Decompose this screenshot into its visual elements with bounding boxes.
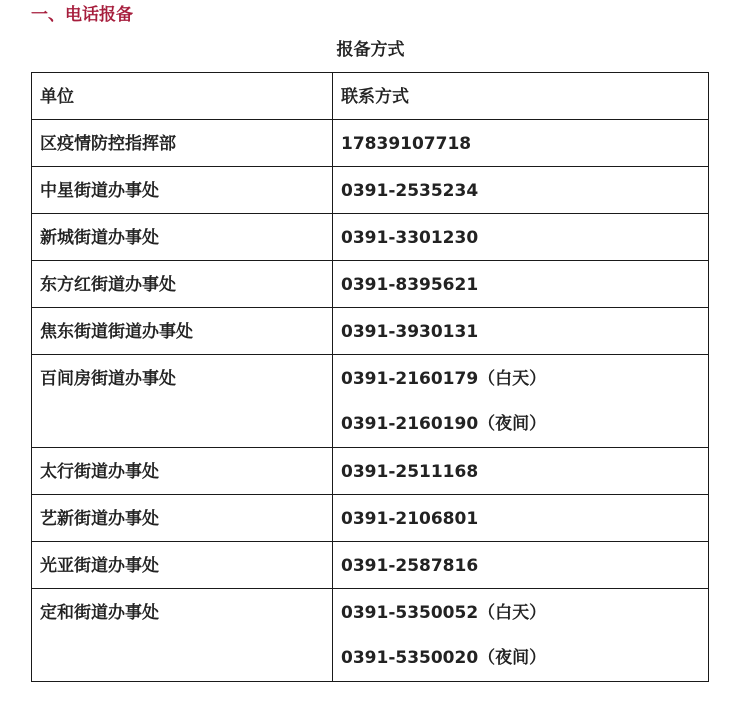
table-caption: 报备方式 [336,40,405,60]
phone-number: 17839107718 [341,134,472,154]
unit-cell: 东方红街道办事处 [32,261,333,308]
table-row [32,261,709,308]
table-header-row [32,73,709,120]
contact-cell [333,308,709,355]
section-title: 一、电话报备 [31,5,133,25]
unit-cell: 百间房街道办事处 [32,355,333,448]
table-row [32,542,709,589]
contact-table [31,72,709,682]
header-contact: 联系方式 [333,73,709,120]
phone-number: 0391-2106801 [341,509,479,529]
unit-cell: 光亚街道办事处 [32,542,333,589]
phone-number: 0391-2160179（白天） [341,369,547,389]
contact-cell [333,542,709,589]
table-row [32,495,709,542]
table-row [32,448,709,495]
contact-cell [333,589,709,682]
table-row [32,167,709,214]
table-row [32,308,709,355]
contact-cell [333,495,709,542]
contact-cell [333,261,709,308]
unit-cell: 艺新街道办事处 [32,495,333,542]
table-row [32,214,709,261]
phone-number: 0391-2511168 [341,462,479,482]
phone-number: 0391-8395621 [341,275,479,295]
phone-number: 0391-2160190（夜间） [341,414,547,434]
header-unit: 单位 [32,73,333,120]
contact-cell [333,355,709,448]
phone-number: 0391-2587816 [341,556,479,576]
phone-number: 0391-5350052（白天） [341,603,547,623]
unit-cell: 新城街道办事处 [32,214,333,261]
contact-cell [333,448,709,495]
unit-cell: 区疫情防控指挥部 [32,120,333,167]
phone-number: 0391-2535234 [341,181,479,201]
table-row [32,120,709,167]
table-row [32,589,709,682]
unit-cell: 太行街道办事处 [32,448,333,495]
phone-number: 0391-3301230 [341,228,479,248]
phone-number: 0391-5350020（夜间） [341,648,547,668]
contact-cell [333,167,709,214]
contact-cell [333,120,709,167]
phone-number: 0391-3930131 [341,322,479,342]
unit-cell: 定和街道办事处 [32,589,333,682]
contact-cell [333,214,709,261]
table-row [32,355,709,448]
unit-cell: 焦东街道街道办事处 [32,308,333,355]
unit-cell: 中星街道办事处 [32,167,333,214]
